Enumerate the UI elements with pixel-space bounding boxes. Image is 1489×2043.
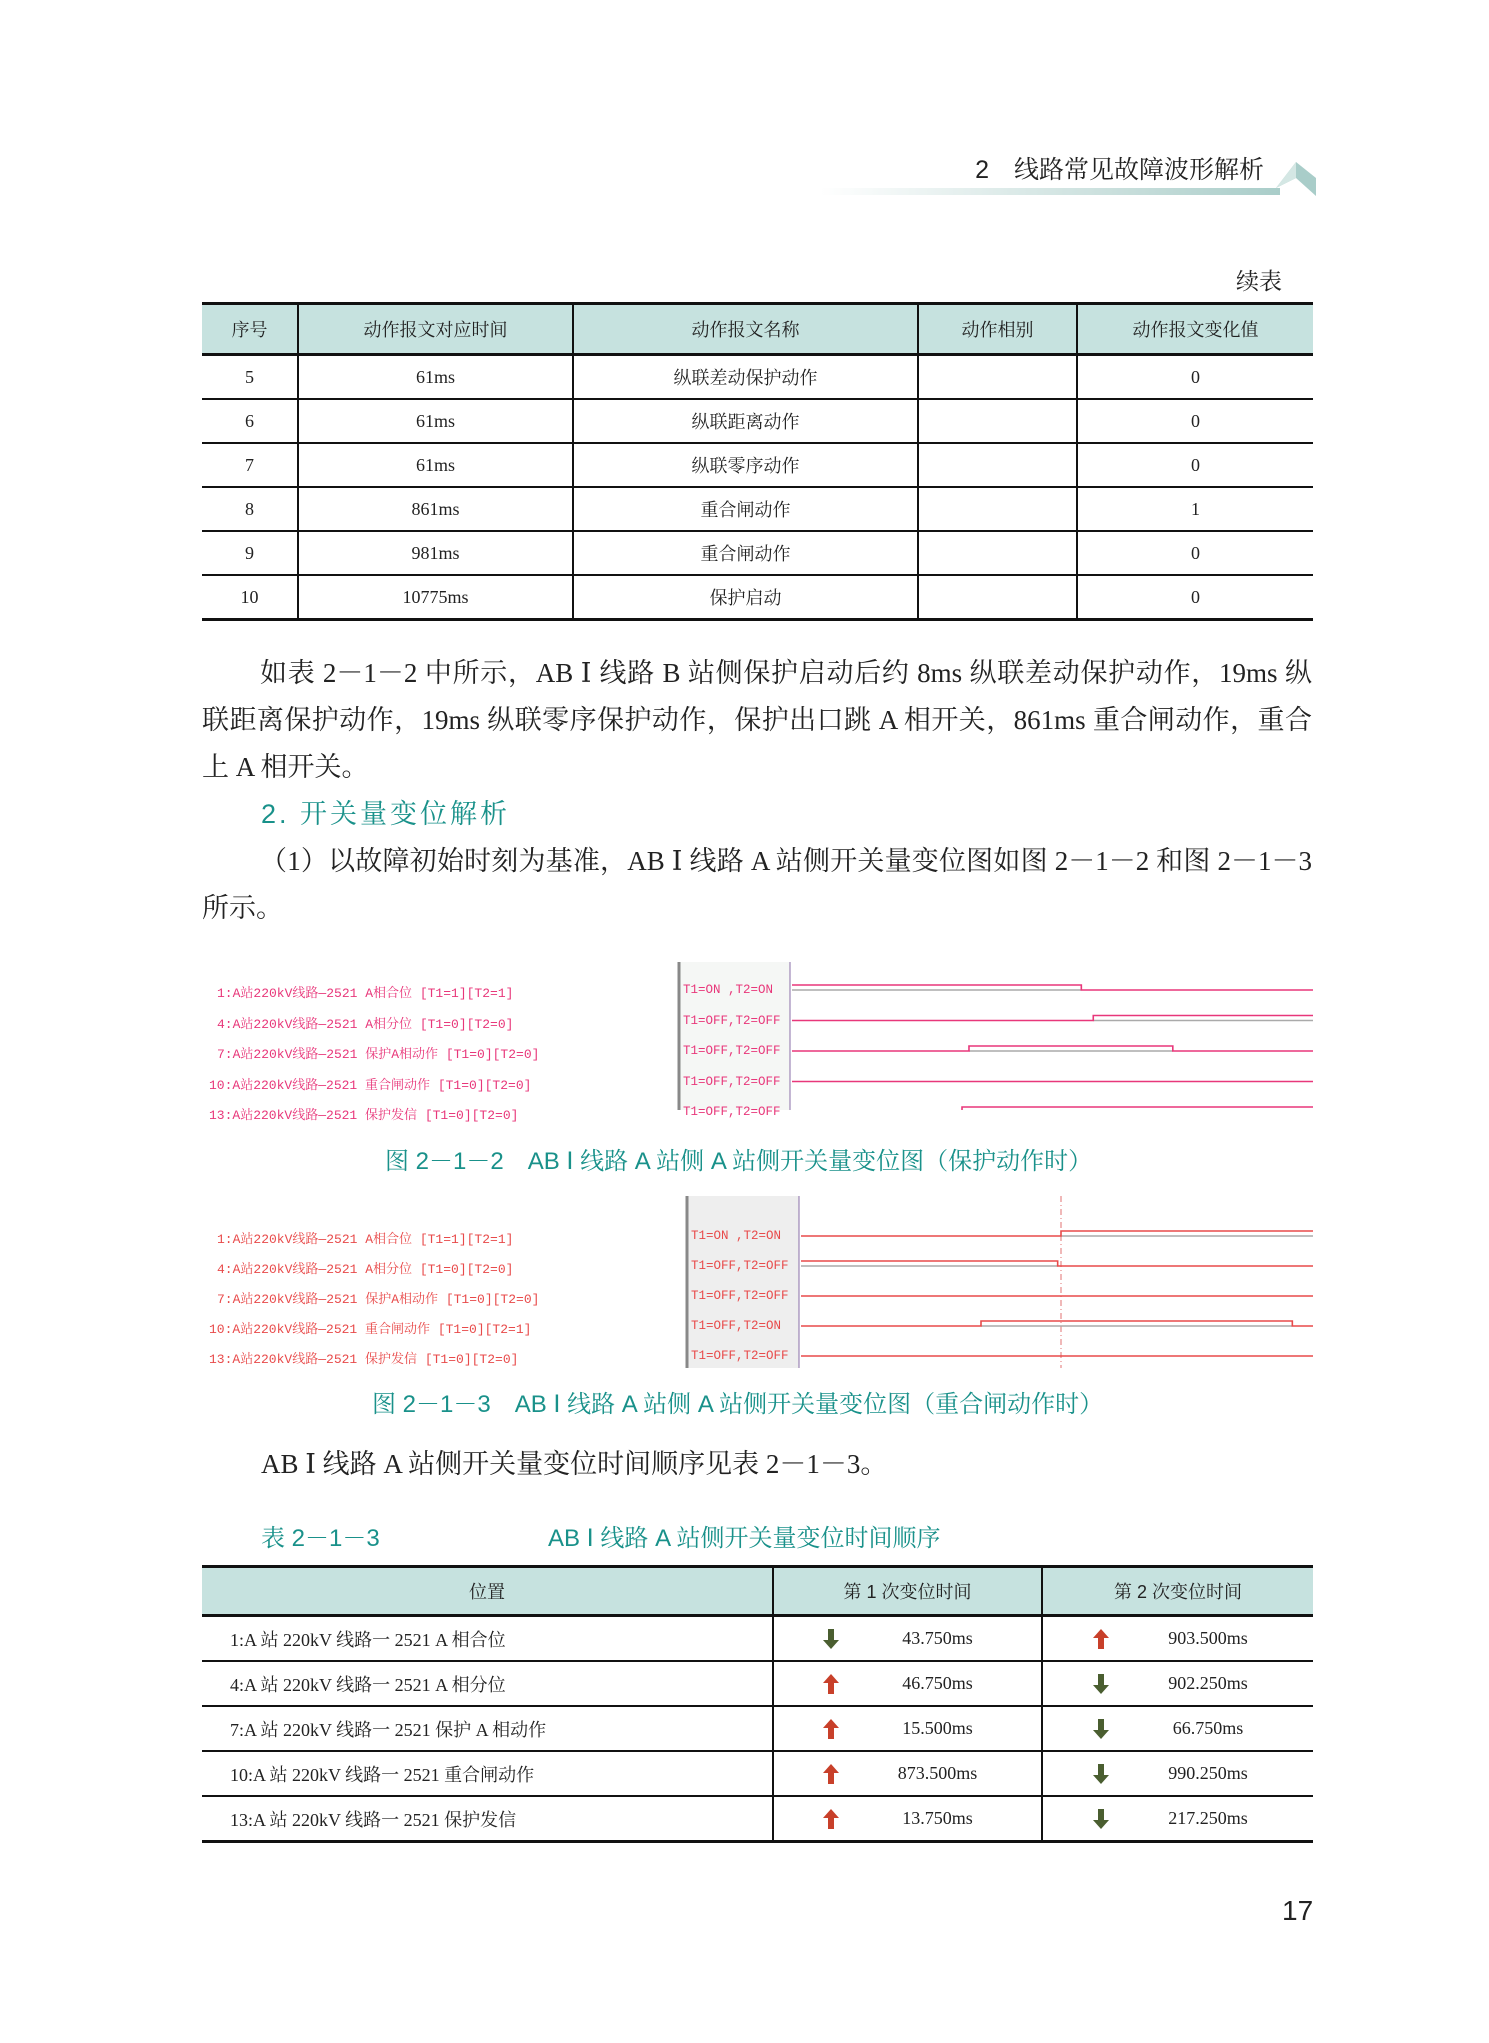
column-header: 动作相别 [918,304,1077,355]
page-number: 17 [1282,1895,1314,1926]
table-cell: 纵联零序动作 [573,443,918,487]
change-time-cell [773,1751,1042,1796]
signal-state: T1=OFF,T2=OFF [691,1349,789,1363]
table-cell: 6 [202,399,298,443]
table-cell: 61ms [298,443,573,487]
change-time-cell [773,1616,1042,1662]
column-header: 位置 [202,1567,773,1616]
time-value: 873.500ms [897,1762,978,1783]
arrow-up-icon [823,1809,839,1829]
time-value: 217.250ms [1168,1807,1248,1828]
signal-label: 7:A站220kV线路—2521 保护A相动作 [T1=0][T2=0] [217,1047,540,1062]
column-header: 序号 [202,304,298,355]
table-cell [918,575,1077,620]
position-cell: 13:A 站 220kV 线路一 2521 保护发信 [202,1796,773,1842]
table-cell: 9 [202,531,298,575]
table-row [202,443,1313,487]
arrow-up-icon [823,1719,839,1739]
signal-label: 1:A站220kV线路—2521 A相合位 [T1=1][T2=1] [217,1232,514,1247]
action-report-table [202,302,1313,621]
column-header: 动作报文名称 [573,304,918,355]
table-row [202,1706,1313,1751]
table-cell: 重合闸动作 [573,487,918,531]
table-cell: 10 [202,575,298,620]
time-value: 902.250ms [1168,1672,1248,1693]
signal-state: T1=OFF,T2=ON [691,1319,782,1333]
column-header: 动作报文对应时间 [298,304,573,355]
table-cell: 7 [202,443,298,487]
signal-state: T1=OFF,T2=OFF [683,1105,781,1119]
change-time-cell [1042,1616,1313,1662]
table-row [202,355,1313,400]
arrow-down-icon [1093,1719,1109,1739]
signal-label: 10:A站220kV线路—2521 重合闸动作 [T1=0][T2=1] [209,1322,532,1337]
signal-state: T1=OFF,T2=OFF [683,1074,781,1089]
time-value: 46.750ms [902,1672,973,1693]
table-cell [918,355,1077,400]
header-rule [820,188,1280,195]
table-row [202,531,1313,575]
change-time-cell [773,1706,1042,1751]
position-cell: 10:A 站 220kV 线路一 2521 重合闸动作 [202,1751,773,1796]
signal-label: 10:A站220kV线路—2521 重合闸动作 [T1=0][T2=0] [209,1077,532,1093]
table-row [202,1616,1313,1662]
table-caption: AB Ⅰ 线路 A 站侧开关量变位时间顺序 [548,1525,941,1552]
table-cell: 0 [1077,399,1313,443]
signal-label: 13:A站220kV线路—2521 保护发信 [T1=0][T2=0] [209,1352,519,1367]
table-cell: 61ms [298,399,573,443]
figure-caption-2-1-3: 图 2－1－3 AB Ⅰ 线路 A 站侧 A 站侧开关量变位图（重合闸动作时） [372,1391,1104,1418]
change-time-cell [773,1661,1042,1706]
table-row [202,399,1313,443]
table-cell [918,399,1077,443]
table-cell: 0 [1077,355,1313,400]
signal-label: 13:A站220kV线路—2521 保护发信 [T1=0][T2=0] [209,1108,519,1123]
time-value: 990.250ms [1168,1762,1248,1783]
table-row [202,1661,1313,1706]
signal-trace [792,1107,1313,1110]
signal-label: 7:A站220kV线路—2521 保护A相动作 [T1=0][T2=0] [217,1292,540,1307]
time-value: 15.500ms [902,1717,973,1738]
signal-state: T1=OFF,T2=OFF [691,1259,789,1273]
signal-state: T1=ON ,T2=ON [683,983,774,997]
time-value: 903.500ms [1168,1627,1248,1648]
change-time-cell [773,1796,1042,1842]
time-value: 13.750ms [902,1807,973,1828]
arrow-down-icon [823,1629,839,1649]
table-cell: 0 [1077,443,1313,487]
switch-change-table [202,1565,1313,1843]
table-cell: 保护启动 [573,575,918,620]
table-cell [918,487,1077,531]
arrow-up-icon [823,1764,839,1784]
arrow-down-icon [1093,1809,1109,1829]
table-cell: 5 [202,355,298,400]
change-time-cell [1042,1661,1313,1706]
change-time-cell [1042,1751,1313,1796]
time-value: 43.750ms [902,1627,973,1648]
time-value: 66.750ms [1172,1717,1244,1738]
change-time-cell [1042,1706,1313,1751]
table-cell: 61ms [298,355,573,400]
continued-label: 续表 [1236,269,1282,294]
signal-label: 1:A站220kV线路—2521 A相合位 [T1=1][T2=1] [217,986,514,1001]
position-cell: 4:A 站 220kV 线路一 2521 A 相分位 [202,1661,773,1706]
header-decoration-icon [1276,158,1316,196]
table-cell: 981ms [298,531,573,575]
change-time-cell [1042,1796,1313,1842]
table-cell: 0 [1077,531,1313,575]
arrow-down-icon [1093,1674,1109,1694]
paragraph-2: （1）以故障初始时刻为基准，AB Ⅰ 线路 A 站侧开关量变位图如图 2－1－2 和图 2－1－3 所示。 [202,846,1312,923]
table-number: 表 2－1－3 [261,1525,380,1552]
running-header: 2 线路常见故障波形解析 [975,156,1264,184]
figure-caption-2-1-2: 图 2－1－2 AB Ⅰ 线路 A 站侧 A 站侧开关量变位图（保护动作时） [385,1148,1093,1175]
column-header: 第 2 次变位时间 [1042,1567,1313,1616]
table-row [202,1751,1313,1796]
position-cell: 1:A 站 220kV 线路一 2521 A 相合位 [202,1616,773,1662]
signal-state: T1=OFF,T2=OFF [683,1044,781,1058]
position-cell: 7:A 站 220kV 线路一 2521 保护 A 相动作 [202,1706,773,1751]
table-cell: 8 [202,487,298,531]
table-cell: 1 [1077,487,1313,531]
signal-state: T1=OFF,T2=OFF [691,1289,789,1303]
paragraph-3: AB Ⅰ 线路 A 站侧开关量变位时间顺序见表 2－1－3。 [261,1449,888,1479]
arrow-up-icon [823,1674,839,1694]
table-cell: 重合闸动作 [573,531,918,575]
paragraph-1: 如表 2－1－2 中所示，AB Ⅰ 线路 B 站侧保护启动后约 8ms 纵联差动保护动作，19ms 纵联距离保护动作，19ms 纵联零序保护动作，保护出口跳 A 相开关，861ms 重合闸动作，重合上 A 相开关。 [202,658,1312,782]
table-cell: 纵联差动保护动作 [573,355,918,400]
table-cell [918,443,1077,487]
signal-state: T1=ON ,T2=ON [691,1229,782,1243]
column-header: 动作报文变化值 [1077,304,1313,355]
column-header: 第 1 次变位时间 [773,1567,1042,1616]
arrow-up-icon [1093,1629,1109,1649]
table-row [202,1796,1313,1842]
table-row [202,575,1313,620]
signal-state: T1=OFF,T2=OFF [683,1013,781,1028]
table-cell: 10775ms [298,575,573,620]
table-cell: 纵联距离动作 [573,399,918,443]
table-row [202,487,1313,531]
signal-label: 4:A站220kV线路—2521 A相分位 [T1=0][T2=0] [217,1262,514,1277]
signal-label: 4:A站220kV线路—2521 A相分位 [T1=0][T2=0] [217,1016,514,1032]
table-cell: 0 [1077,575,1313,620]
table-cell [918,531,1077,575]
table-cell: 861ms [298,487,573,531]
arrow-down-icon [1093,1764,1109,1784]
state-panel [687,1196,799,1368]
section-heading: 2. 开关量变位解析 [261,799,511,829]
